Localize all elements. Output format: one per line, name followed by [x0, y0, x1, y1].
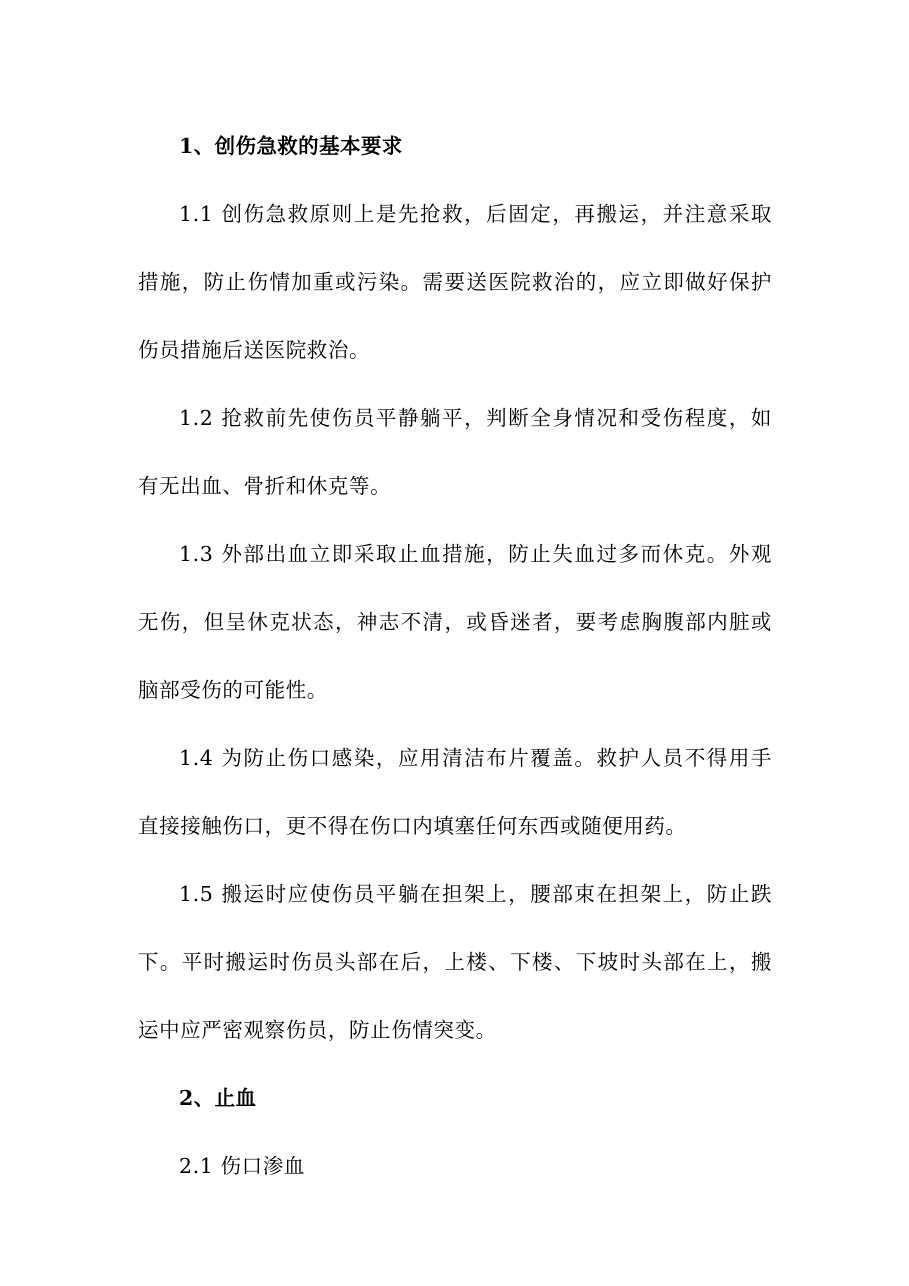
paragraph-line: 1.3 外部出血立即采取止血措施，防止失血过多而休克。外观	[179, 542, 772, 566]
paragraph-line: 有无出血、骨折和休克等。	[138, 474, 392, 498]
document-body	[138, 112, 772, 1200]
paragraph-1-1	[138, 180, 772, 384]
paragraph-1-4	[138, 724, 772, 860]
paragraph-line: 运中应严密观察伤员，防止伤情突变。	[138, 1018, 497, 1042]
paragraph-line: 直接接触伤口，更不得在伤口内填塞任何东西或随便用药。	[138, 814, 687, 838]
paragraph-line: 脑部受伤的可能性。	[138, 678, 328, 702]
paragraph-1-5	[138, 860, 772, 1064]
paragraph-line: 1.1 创伤急救原则上是先抢救，后固定，再搬运，并注意采取	[179, 202, 772, 226]
paragraph-line: 伤员措施后送医院救治。	[138, 338, 371, 362]
paragraph-line: 1.4 为防止伤口感染，应用清洁布片覆盖。救护人员不得用手	[179, 746, 772, 770]
paragraph-1-2	[138, 384, 772, 520]
section-heading-first-aid-requirements: 1、创伤急救的基本要求	[179, 134, 403, 158]
paragraph-line: 1.2 抢救前先使伤员平静躺平，判断全身情况和受伤程度，如	[179, 406, 772, 430]
paragraph-line: 1.5 搬运时应使伤员平躺在担架上，腰部束在担架上，防止跌	[179, 882, 772, 906]
paragraph-line: 无伤，但呈休克状态，神志不清，或昏迷者，要考虑胸腹部内脏或	[138, 610, 772, 634]
section-heading-hemostasis: 2、止血	[179, 1086, 257, 1110]
paragraph-2-1	[138, 1132, 772, 1200]
paragraph-line: 下。平时搬运时伤员头部在后，上楼、下楼、下坡时头部在上，搬	[138, 950, 772, 974]
paragraph-line: 2.1 伤口渗血	[179, 1154, 305, 1178]
paragraph-line: 措施，防止伤情加重或污染。需要送医院救治的，应立即做好保护	[138, 270, 772, 294]
paragraph-1-3	[138, 520, 772, 724]
